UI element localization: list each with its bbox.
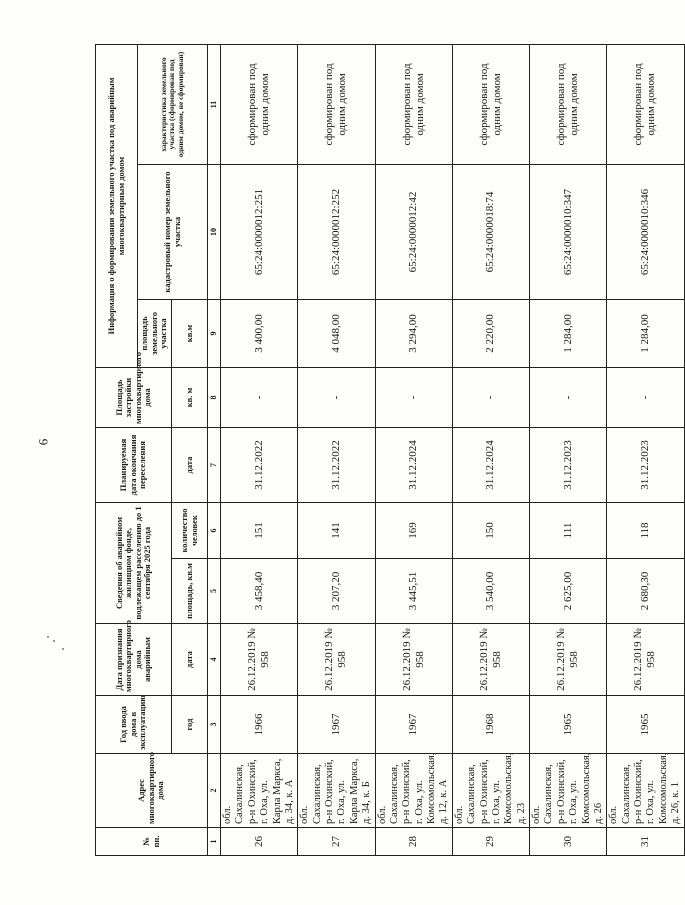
column-number: 11 [208,44,221,164]
cell-no: 31 [607,828,684,856]
table-row [530,44,607,855]
header-fund-info: Сведения об аварийном жилищном фонде, подлежащем расселению до 1 сентября 2025 года [96,503,172,624]
cell-people: 169 [375,503,452,559]
cell-year: 1967 [298,696,375,754]
cell-land-area: 1 284,00 [607,300,684,368]
header-land-area: площадь земельного участка [138,300,172,368]
cell-address: обл. Сахалинская, р-н Охинский, г. Оха, ул. Карла Маркса, д. 34, к. Б [298,754,375,828]
subheader-built: кв. м [172,368,208,428]
cell-land-characteristic: сформирован под одним домом [452,44,529,164]
page-number: 6 [35,438,51,446]
cell-address: обл. Сахалинская, р-н Охинский, г. Оха, ул. Комсомольская, д. 23 [452,754,529,828]
cell-people: 150 [452,503,529,559]
cell-land-area: 2 220,00 [452,300,529,368]
cell-built-area: - [375,368,452,428]
cell-built-area: - [607,368,684,428]
cell-planned-date: 31.12.2022 [298,428,375,503]
cell-no: 30 [530,828,607,856]
cell-planned-date: 31.12.2024 [452,428,529,503]
column-number: 7 [208,428,221,503]
header-built-area: Площадь застройки многоквартирного дома [96,368,172,428]
column-number: 1 [208,828,221,856]
cell-land-area: 1 284,00 [530,300,607,368]
subheader-people: количество человек [172,503,208,559]
column-number: 3 [208,696,221,754]
cell-built-area: - [452,368,529,428]
cell-land-characteristic: сформирован под одним домом [298,44,375,164]
cell-area: 2 625,00 [530,559,607,624]
subheader-year: год [172,696,208,754]
cell-no: 26 [221,828,298,856]
cell-land-area: 3 400,00 [221,300,298,368]
subheader-planned: дата [172,428,208,503]
table-row [375,44,452,855]
cell-year: 1967 [375,696,452,754]
column-number: 10 [208,165,221,300]
cell-area: 3 207,20 [298,559,375,624]
cell-area: 3 445,51 [375,559,452,624]
header-land-info: Информация о формировании земельного участка под аварийным многоквартирным домом [96,44,138,367]
header-planned-date: Планируемая дата окончания переселения [96,428,172,503]
cell-land-characteristic: сформирован под одним домом [221,44,298,164]
cell-no: 29 [452,828,529,856]
header-no: № пп. [96,828,208,856]
cell-recognition-date: 26.12.2019 № 958 [607,624,684,696]
cell-address: обл. Сахалинская, р-н Охинский, г. Оха, ул. Комсомольская, д. 12, к. А [375,754,452,828]
cell-land-characteristic: сформирован под одним домом [530,44,607,164]
cell-year: 1965 [530,696,607,754]
cell-recognition-date: 26.12.2019 № 958 [530,624,607,696]
cell-area: 2 680,30 [607,559,684,624]
cell-recognition-date: 26.12.2019 № 958 [298,624,375,696]
cell-land-characteristic: сформирован под одним домом [607,44,684,164]
cell-recognition-date: 26.12.2019 № 958 [452,624,529,696]
header-recognition-date: Дата признания многоквартирного дома аварийным [96,624,172,696]
cell-address: обл. Сахалинская, р-н Охинский, г. Оха, ул. Комсомольская, д. 26, к. 1 [607,754,684,828]
cell-land-characteristic: сформирован под одним домом [375,44,452,164]
housing-table [95,44,685,856]
table-row [221,44,298,855]
cell-built-area: - [298,368,375,428]
cell-cadastral: 65:24:0000018:74 [452,165,529,300]
scan-speck [62,648,64,650]
cell-land-area: 3 294,00 [375,300,452,368]
cell-planned-date: 31.12.2022 [221,428,298,503]
header-address: Адрес многоквартирного дома [96,754,208,828]
scan-speck [47,636,49,638]
cell-people: 111 [530,503,607,559]
cell-no: 28 [375,828,452,856]
cell-people: 151 [221,503,298,559]
cell-built-area: - [530,368,607,428]
cell-land-area: 4 048,00 [298,300,375,368]
cell-year: 1965 [607,696,684,754]
column-number: 6 [208,503,221,559]
table-row [298,44,375,855]
header-land-characteristic: характеристика земельного участка (сформирован под одним домом, не сформирован) [138,44,208,164]
cell-cadastral: 65:24:0000012:251 [221,165,298,300]
subheader-date: дата [172,624,208,696]
cell-area: 3 458,40 [221,559,298,624]
table-row [452,44,529,855]
rotated-table-wrapper [95,45,682,856]
cell-people: 118 [607,503,684,559]
cell-people: 141 [298,503,375,559]
cell-area: 3 540,00 [452,559,529,624]
column-number-row [208,44,221,855]
cell-recognition-date: 26.12.2019 № 958 [221,624,298,696]
cell-no: 27 [298,828,375,856]
table-row [607,44,684,855]
subheader-land: кв.м [172,300,208,368]
cell-built-area: - [221,368,298,428]
header-year: Год ввода дома в эксплуатацию [96,696,172,754]
cell-address: обл. Сахалинская, р-н Охинский, г. Оха, ул. Карла Маркса, д. 34, к. А [221,754,298,828]
cell-cadastral: 65:24:0000012:42 [375,165,452,300]
column-number: 8 [208,368,221,428]
column-number: 5 [208,559,221,624]
scan-speck [53,640,55,642]
cell-planned-date: 31.12.2023 [607,428,684,503]
column-number: 4 [208,624,221,696]
column-number: 2 [208,754,221,828]
cell-address: обл. Сахалинская, р-н Охинский, г. Оха, ул. Комсомольская, д. 26 [530,754,607,828]
cell-planned-date: 31.12.2024 [375,428,452,503]
cell-year: 1968 [452,696,529,754]
header-cadastral: кадастровый номер земельного участка [138,165,208,300]
cell-cadastral: 65:24:0000012:252 [298,165,375,300]
cell-cadastral: 65:24:0000010:347 [530,165,607,300]
subheader-area: площадь, кв.м [172,559,208,624]
cell-recognition-date: 26.12.2019 № 958 [375,624,452,696]
cell-planned-date: 31.12.2023 [530,428,607,503]
column-number: 9 [208,300,221,368]
cell-year: 1966 [221,696,298,754]
cell-cadastral: 65:24:0000010:346 [607,165,684,300]
rotated-page [95,45,682,856]
